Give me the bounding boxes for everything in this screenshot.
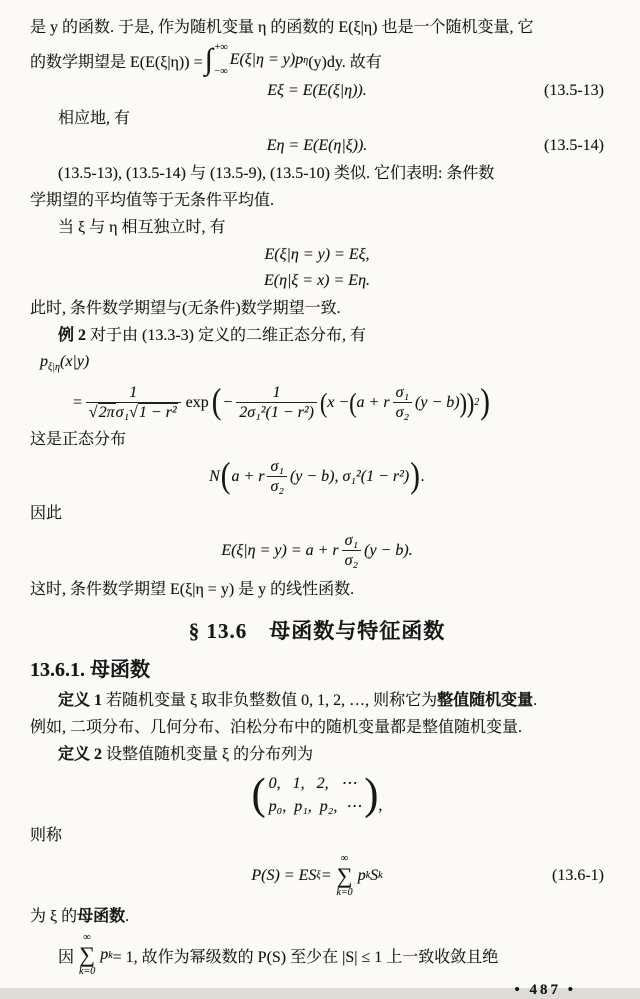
equation-body: E(ξ|η = y) = Eξ,: [264, 246, 370, 263]
body-line: 则称: [30, 827, 63, 845]
fraction: $\frac{1}{\text{√2πσ₁√1 − r²}}$: [86, 383, 181, 422]
body-line: 此时, 条件数学期望与(无条件)数学期望一致.: [30, 300, 341, 317]
pk-subscript: k: [365, 870, 371, 882]
right-paren: ): [466, 386, 475, 418]
fraction: $\frac{1}{\text{2σ₁²(1 − r²)}}$: [236, 383, 317, 422]
sigma-fraction: $\frac{\text{σ₁}}{\text{σ₂}}$: [267, 457, 286, 496]
left-paren: (: [349, 386, 357, 418]
body-line: [30, 14, 604, 41]
sqrt-radical: √2π: [88, 404, 115, 422]
sum-lower-limit: k=0: [79, 966, 96, 978]
big-left-paren: (: [220, 456, 231, 497]
xi-exponent: ξ: [316, 870, 321, 882]
body-line: 当 ξ 与 η 相互独立时, 有: [58, 219, 226, 236]
sum-lower-limit: k=0: [336, 887, 353, 899]
equation-13-5-13: [30, 79, 604, 103]
integral-upper-limit: +∞: [213, 42, 228, 53]
integral-lower-limit: −∞: [213, 66, 228, 77]
sum-upper-limit: ∞: [341, 853, 349, 865]
generating-function-equation: P(S) = ES ξ = ∞ ∑ k=0 p k S k (13.6-1): [251, 853, 604, 899]
subsection-heading: 13.6.1. 母函数: [30, 659, 150, 682]
matrix-left-paren: (: [251, 771, 266, 820]
body-line: 为 ξ 的母函数.: [30, 908, 130, 926]
body-line: (13.5-13), (13.5-14) 与 (13.5-9), (13.5-10) 类似. 它们表明: 条件数: [58, 165, 495, 182]
equation-body: Eη = E(E(η|ξ)).: [266, 137, 368, 154]
example-paragraph: [30, 322, 604, 349]
p-eta-subscript: η: [303, 54, 309, 66]
sum-upper-limit: ∞: [83, 932, 91, 944]
pk-subscript: k: [108, 949, 113, 961]
summation-symbol: ∞ ∑ k=0: [336, 853, 353, 899]
section-heading: § 13.6 母函数与特征函数: [188, 619, 446, 644]
convergence-line: 因 ∞ ∑ k=0 p k = 1, 故作为幂级数的 P(S) 至少在 |S| ≤ 1 上一致收敛且绝: [58, 932, 499, 978]
equation-body: E(η|ξ = x) = Eη.: [263, 272, 371, 289]
density-subscript: ξ|η: [48, 362, 60, 374]
definition-2: 定义 2 设整值随机变量 ξ 的分布列为: [58, 746, 314, 764]
intro-line2-pre: 的数学期望是 E(E(ξ|η)) =: [30, 53, 203, 71]
bold-term: 母函数: [77, 908, 126, 926]
conditional-density-formula: = $\frac{1}{\text{√2πσ₁√1 − r²}}$ exp ( − $\frac{1}{\text{2σ₁²(1 − r²)}}$ ( x − ( a + r $\frac{\text{σ₁}}{\text{σ₂}}$ (y − b) ) ) 2 ): [72, 382, 490, 423]
right-paren: ): [459, 386, 467, 418]
matrix-probs-row: p₀, p₁, p₂, ⋯: [268, 798, 362, 816]
body-line: 因此: [30, 505, 63, 523]
left-paren: (: [319, 386, 328, 418]
equation-independent-2: [30, 269, 604, 293]
intro-line1: 是 y 的函数. 于是, 作为随机变量 η 的函数的 E(ξ|η) 也是一个随机变量, 它: [30, 19, 534, 36]
example-label: 例 2: [58, 327, 87, 344]
density-function-label: $p_{\xi|\eta}(x|y)$: [40, 353, 90, 374]
matrix-right-paren: ): [364, 771, 379, 820]
equation-number: (13.5-13): [544, 82, 604, 99]
integral-symbol: ∫ +∞ −∞: [204, 42, 228, 77]
normal-distribution-formula: N ( a + r $\frac{\text{σ₁}}{\text{σ₂}}$ (y − b), σ₁²(1 − r²) ) .: [209, 456, 425, 497]
definition-1-label: 定义 1: [58, 692, 103, 710]
body-line: 相应地, 有: [58, 110, 131, 127]
example-text: 对于由 (13.3-3) 定义的二维正态分布, 有: [86, 327, 367, 344]
sigma-fraction: $\frac{\text{σ₁}}{\text{σ₂}}$: [393, 383, 412, 422]
body-line: 例如, 二项分布、几何分布、泊松分布中的随机变量都是整值随机变量.: [30, 719, 523, 737]
big-right-paren: ): [480, 382, 490, 423]
equation-body: Eξ = E(E(ξ|η)).: [267, 82, 367, 99]
intro-line2-post: (y)dy. 故有: [308, 53, 382, 71]
body-line-with-integral: [30, 43, 604, 77]
page-number: • 487 •: [514, 982, 576, 999]
square-exponent: 2: [474, 396, 480, 408]
sigma-fraction: $\frac{\text{σ₁}}{\text{σ₂}}$: [342, 531, 361, 570]
sk-exponent: k: [378, 870, 383, 882]
definition-1: 定义 1 若随机变量 ξ 取非负整数值 0, 1, 2, …, 则称它为整值随机变量.: [58, 692, 538, 710]
distribution-matrix: ( 0, 1, 2, ⋯ p₀, p₁, p₂, ⋯ ) ,: [251, 771, 383, 820]
exp-operator: exp: [185, 393, 209, 411]
definition-2-label: 定义 2: [58, 746, 103, 764]
equation-13-5-14: [30, 134, 604, 158]
equation-number: (13.6-1): [552, 867, 604, 885]
equation-number: (13.5-14): [544, 137, 604, 154]
summation-symbol: ∞ ∑ k=0: [79, 932, 96, 978]
big-right-paren: ): [410, 456, 420, 497]
body-line: 这是正态分布: [30, 431, 127, 449]
body-line: 这时, 条件数学期望 E(ξ|η = y) 是 y 的线性函数.: [30, 581, 355, 599]
big-left-paren: (: [211, 382, 222, 423]
matrix-values-row: 0, 1, 2, ⋯: [268, 775, 357, 793]
intro-line2-mid: E(ξ|η = y)p: [229, 51, 304, 68]
bold-term: 整值随机变量: [437, 692, 534, 710]
sqrt-radical: √1 − r²: [129, 404, 177, 422]
conditional-expectation-formula: E(ξ|η = y) = a + r $\frac{\text{σ₁}}{\text{σ₂}}$ (y − b).: [221, 532, 413, 570]
equation-independent-1: [30, 243, 604, 267]
body-line: 学期望的平均值等于无条件平均值.: [30, 192, 275, 209]
